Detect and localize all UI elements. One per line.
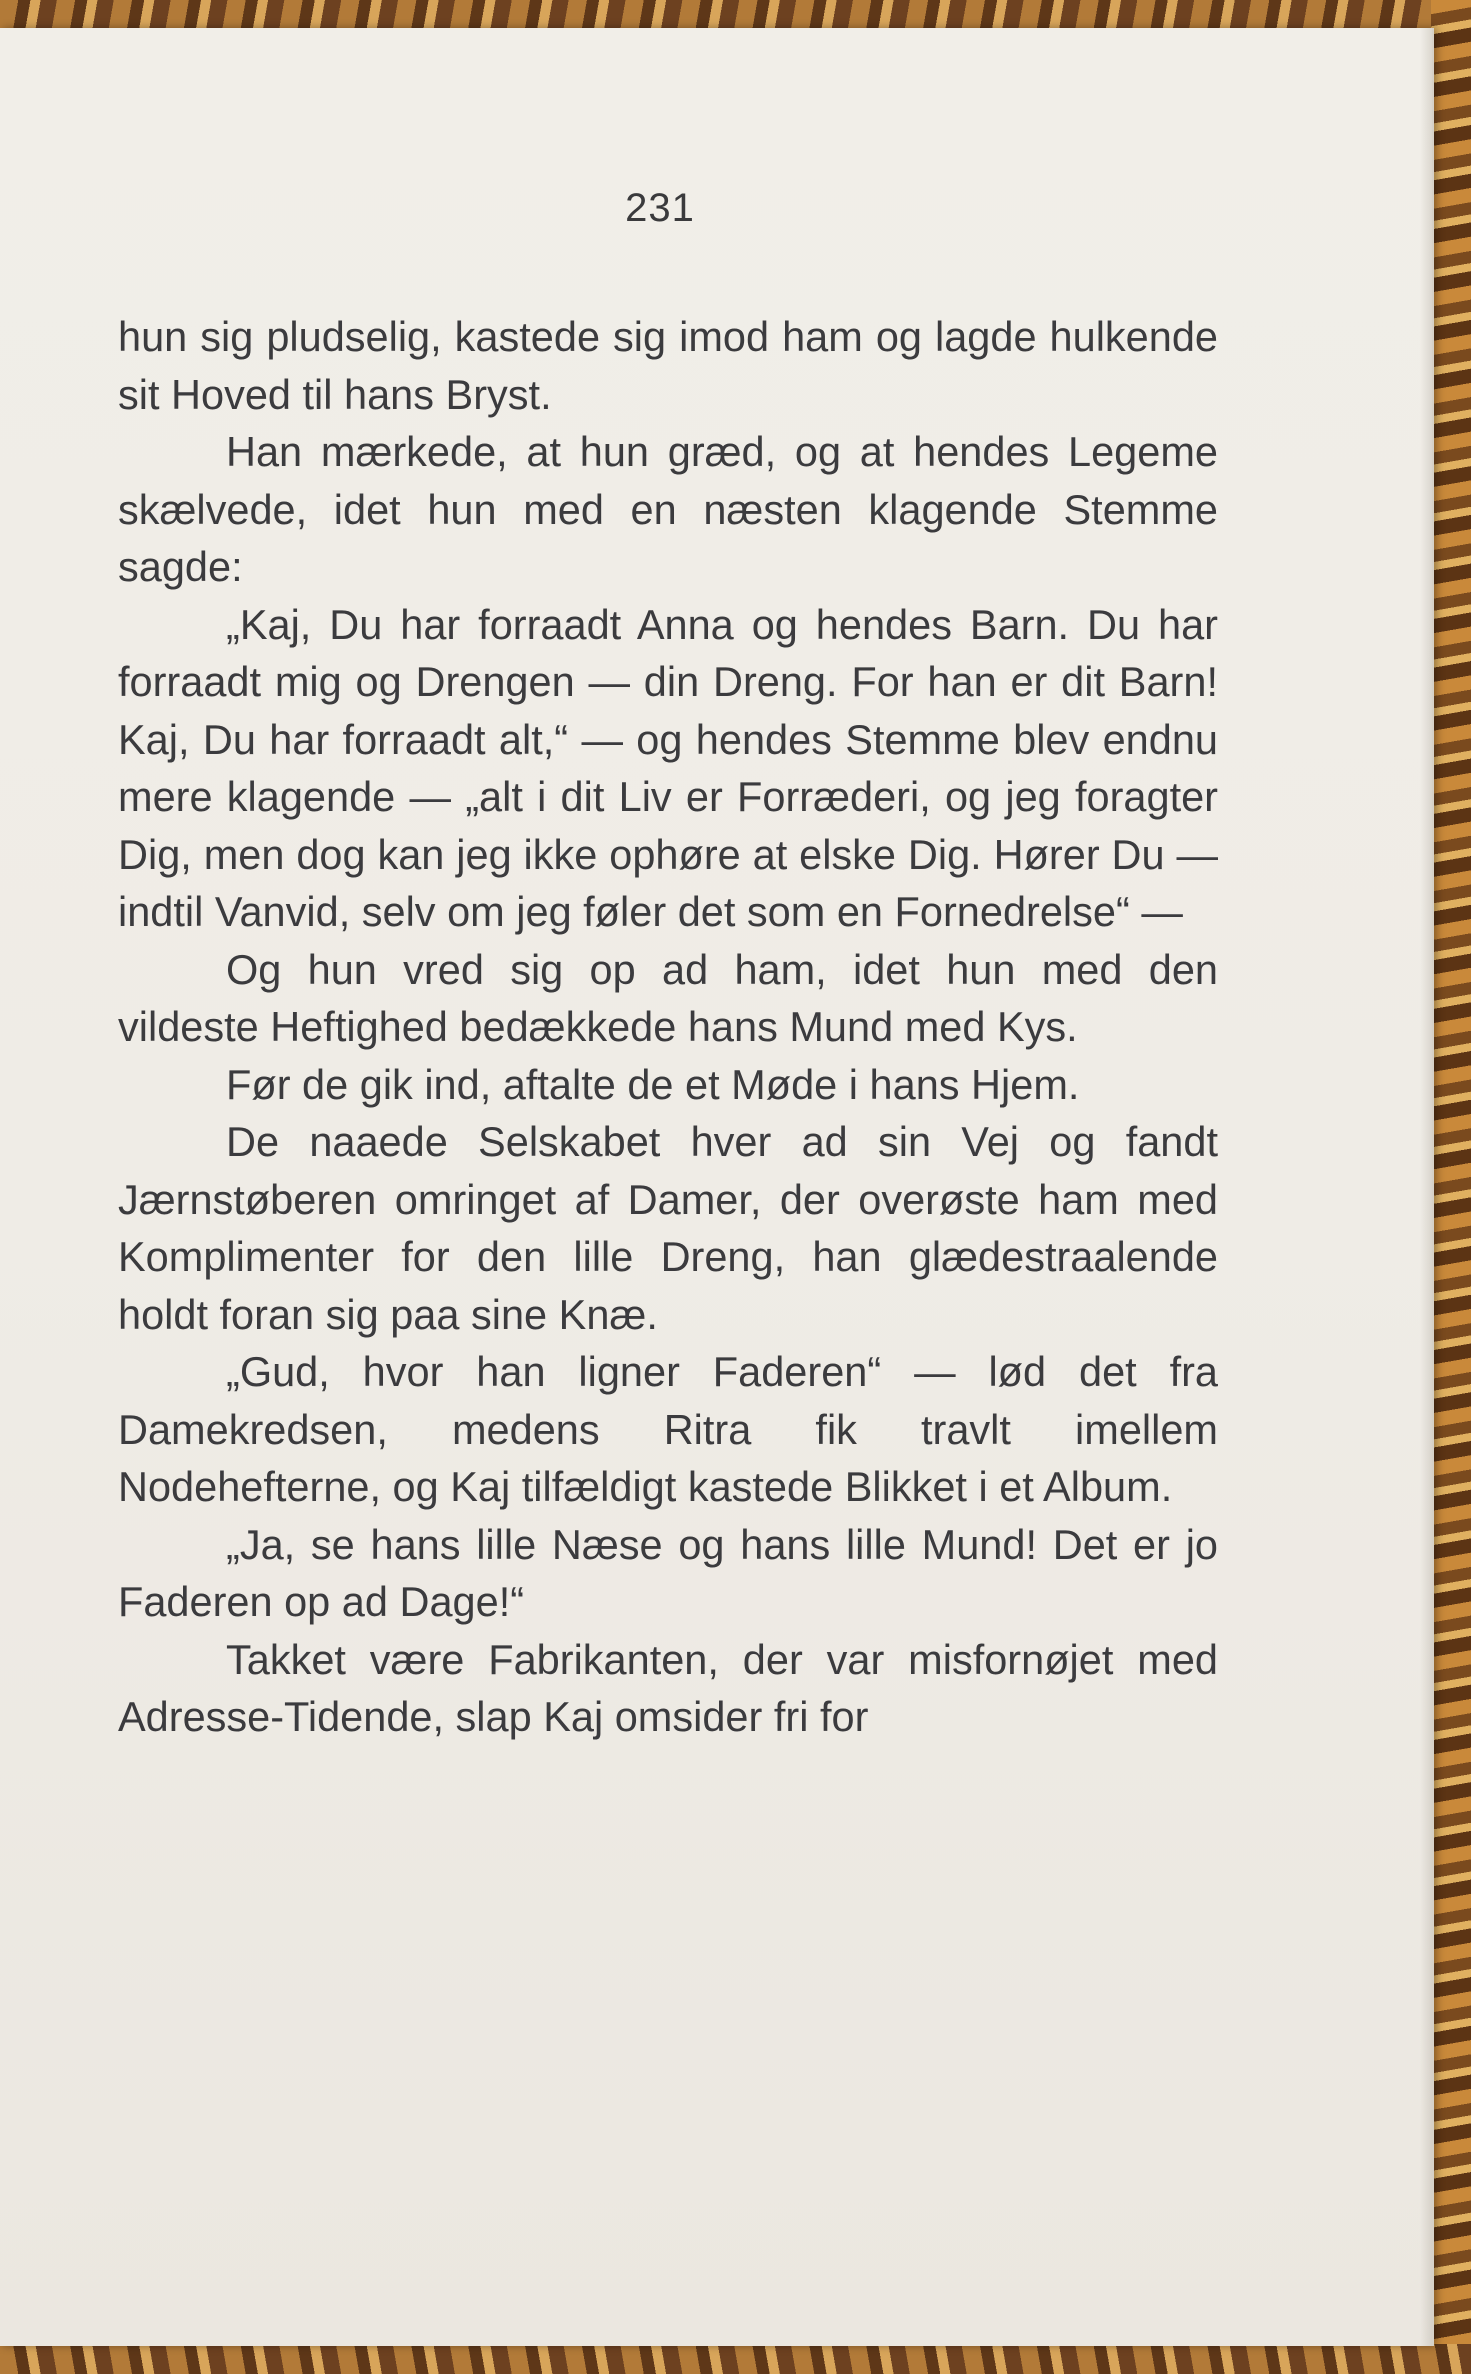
paragraph: „Gud, hvor han ligner Faderen“ — lød det fra Damekredsen, medens Ritra fik travlt imellem Nodehefterne, og Kaj tilfældigt kastede Blikket i et Album. [118, 1348, 1218, 1510]
page-number: 231 [625, 186, 695, 230]
paragraph: De naaede Selskabet hver ad sin Vej og fandt Jærnstøberen omringet af Damer, der overøste ham med Komplimenter for den lille Dreng, han glædestraalende holdt foran sig paa sine Knæ. [118, 1118, 1218, 1338]
body-text [118, 308, 1218, 1746]
paragraph: Han mærkede, at hun græd, og at hendes Legeme skælvede, idet hun med en næsten klagende Stemme sagde: [118, 428, 1218, 590]
page-edge-shadow [1420, 28, 1432, 2346]
marbled-cover-bottom [0, 2344, 1471, 2374]
paragraph: Takket være Fabrikanten, der var misfornøjet med Adresse-Tidende, slap Kaj omsider fri for [118, 1635, 1218, 1740]
marbled-cover-right [1431, 0, 1471, 2374]
paragraph: hun sig pludselig, kastede sig imod ham og lagde hulkende sit Hoved til hans Bryst. [118, 313, 1218, 418]
paragraph: „Ja, se hans lille Næse og hans lille Mund! Det er jo Faderen op ad Dage!“ [118, 1520, 1218, 1625]
paragraph: „Kaj, Du har forraadt Anna og hendes Barn. Du har forraadt mig og Drengen — din Dreng. For han er dit Barn! Kaj, Du har forraadt alt,“ — og hendes Stemme blev endnu mere klagende — „alt i dit Liv er Forræderi, og jeg foragter Dig, men dog kan jeg ikke ophøre at elske Dig. Hører Du — indtil Vanvid, selv om jeg føler det som en Fornedrelse“ — [118, 600, 1218, 935]
paragraph: Og hun vred sig op ad ham, idet hun med den vildeste Heftighed bedækkede hans Mund med Kys. [118, 945, 1218, 1050]
book-page [0, 28, 1434, 2346]
paragraph: Før de gik ind, aftalte de et Møde i hans Hjem. [226, 1060, 1080, 1108]
